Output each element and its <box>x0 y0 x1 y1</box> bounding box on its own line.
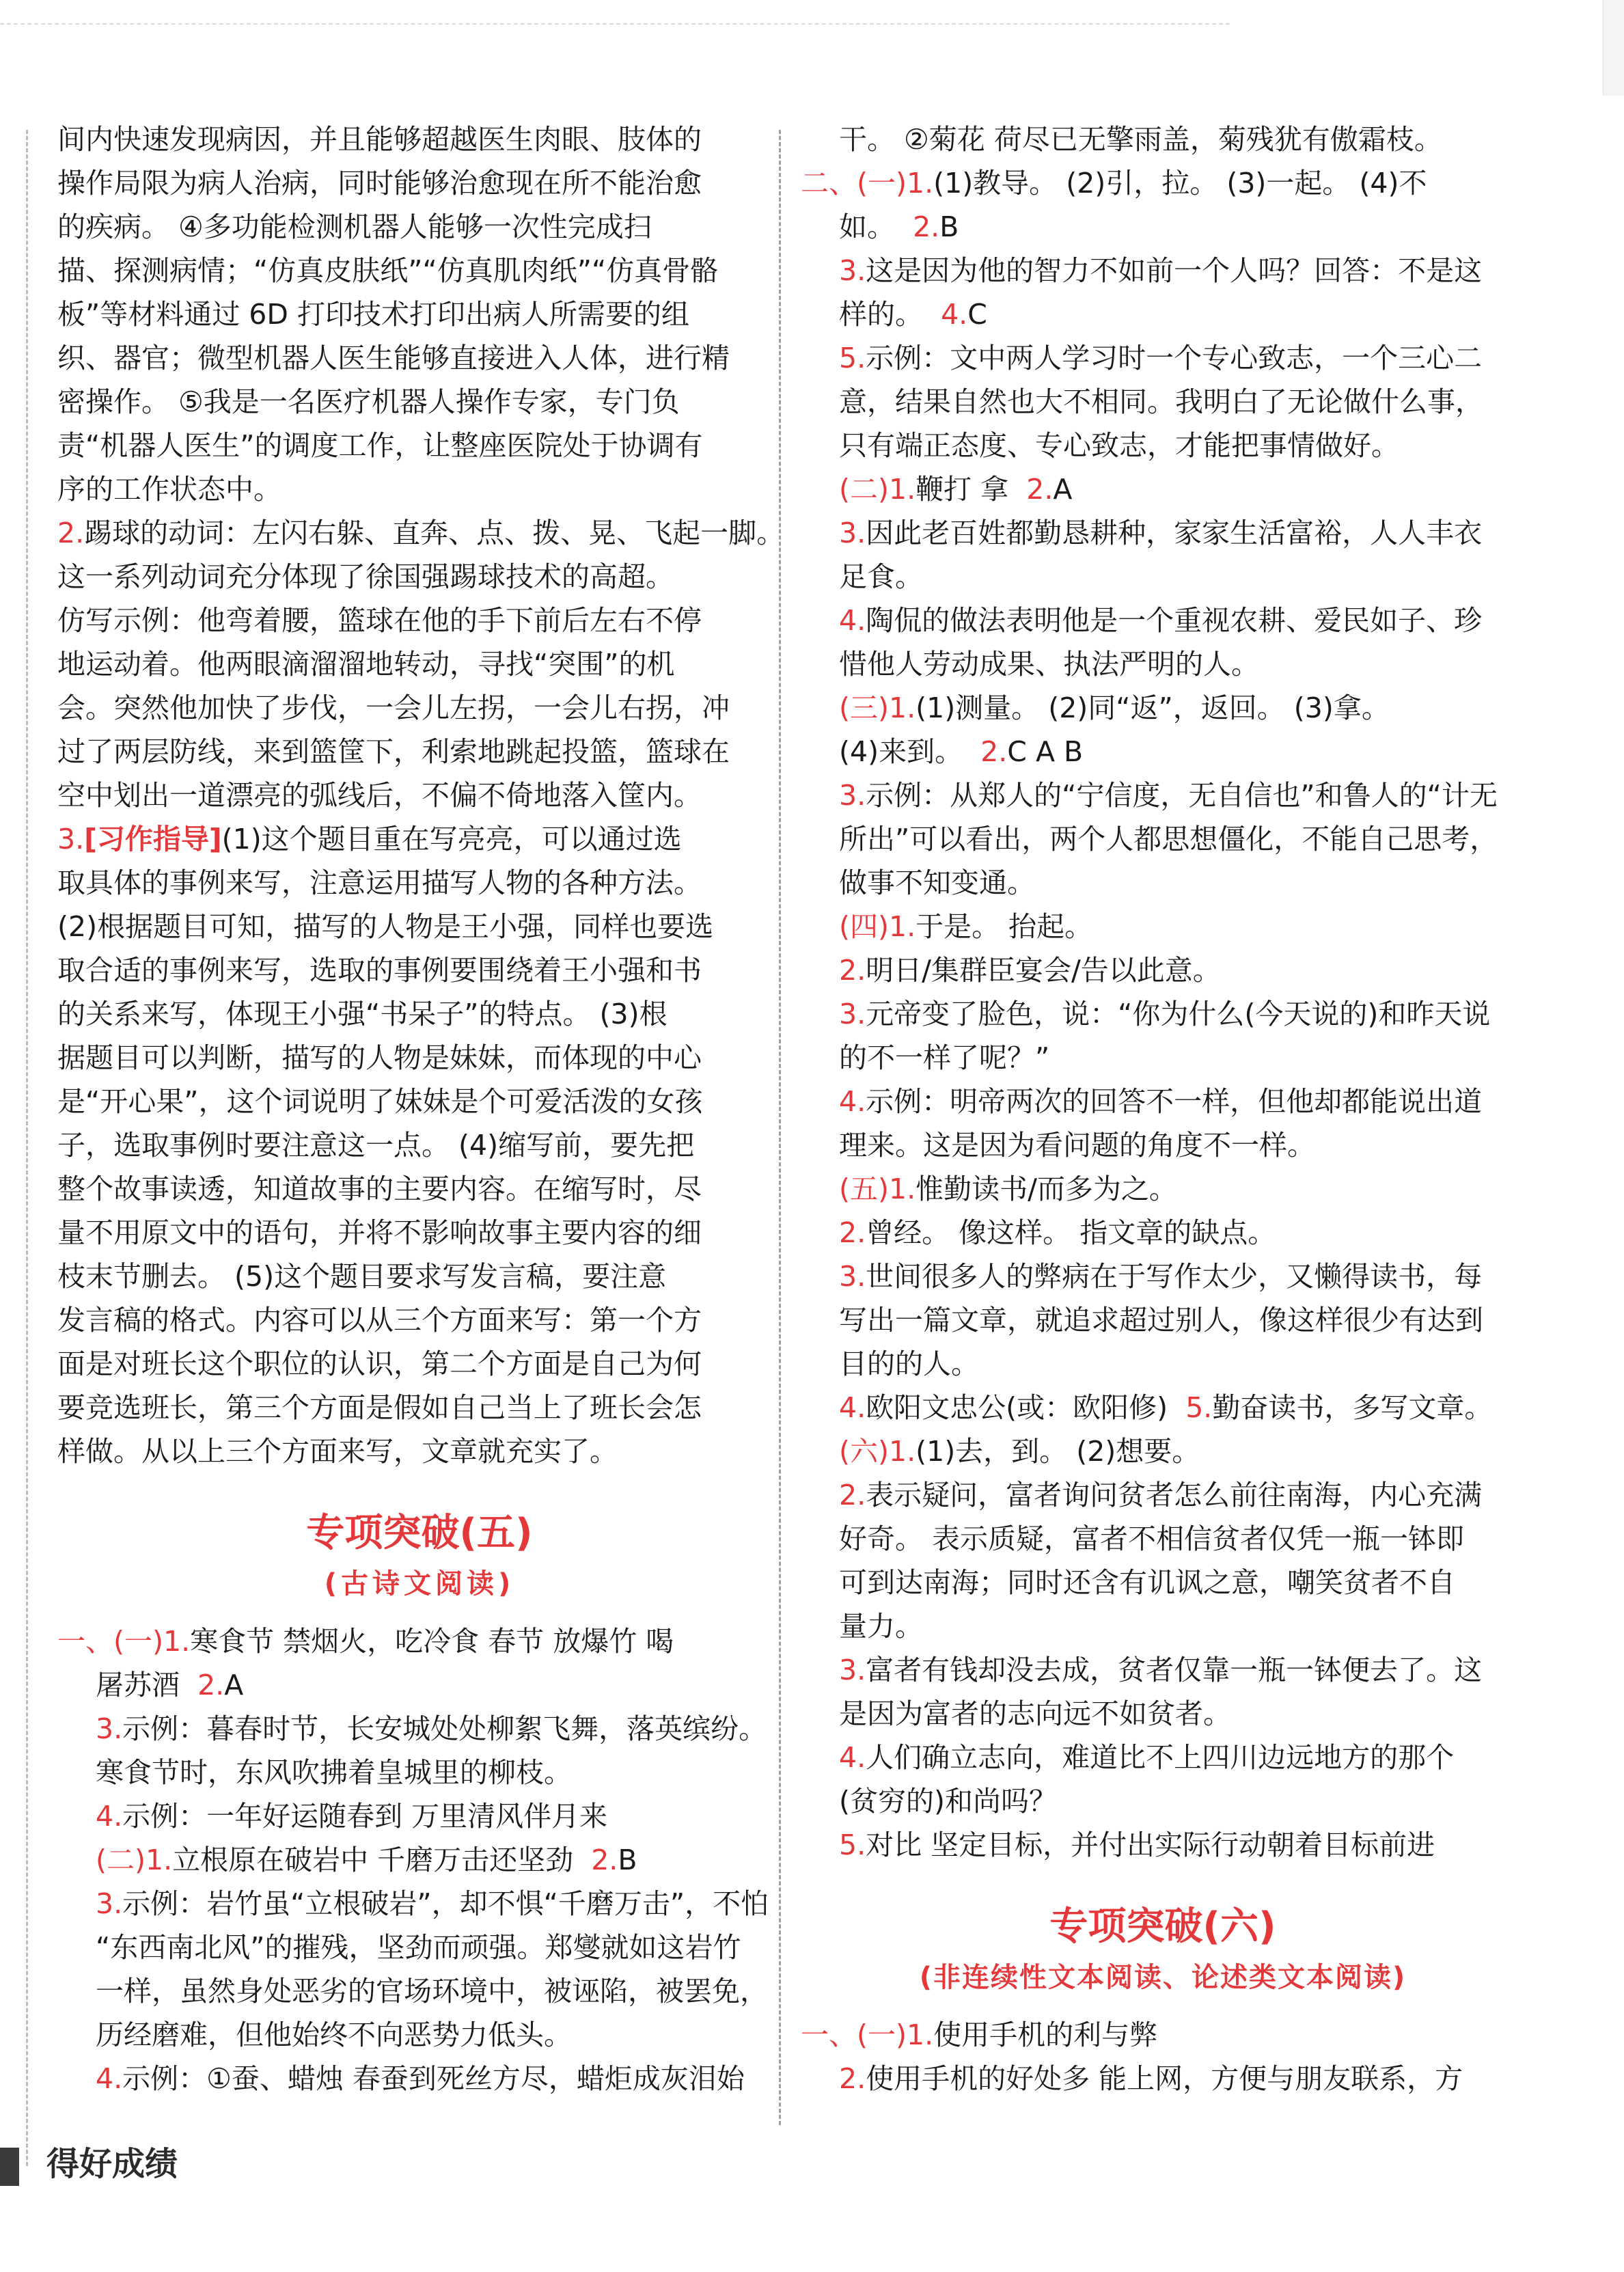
answer-line <box>801 948 1525 992</box>
answer-line <box>801 774 1525 817</box>
answer-group <box>801 1167 1525 1211</box>
answer-text: 对比 坚定目标，并付出实际行动朝着目标前进 <box>866 1829 1435 1861</box>
answer-text: 使用手机的好处多 能上网，方便与朋友联系，方 <box>866 2062 1463 2095</box>
question-number: 3. <box>839 517 866 549</box>
section-subtitle: (非连续性文本阅读、论述类文本阅读) <box>919 1962 1407 1993</box>
answer-line <box>801 2057 1525 2100</box>
answer-line <box>801 511 1525 555</box>
left-margin-rule <box>26 130 28 2166</box>
answer-text: A <box>224 1669 244 1701</box>
answer-text: 示例：从郑人的“宁信度，无自信也”和鲁人的“计无 <box>866 779 1498 812</box>
question-number: 2. <box>57 517 85 549</box>
question-label: (六)1. <box>839 1435 916 1468</box>
question-number: 5. <box>839 342 866 374</box>
answer-text: 惟勤读书/而多为之。 <box>916 1173 1177 1205</box>
question-label: (四)1. <box>839 910 916 943</box>
answer-text: 示例：一年好运随春到 万里清风伴月来 <box>122 1800 608 1833</box>
answer-text: C <box>967 298 987 331</box>
answer-text: 人们确立志向，难道比不上四川边远地方的那个 <box>866 1741 1455 1774</box>
answer-text: 勤奋读书，多写文章。 <box>1212 1391 1493 1424</box>
text-line: 历经磨难，但他始终不向恶势力低头。 <box>96 2018 572 2051</box>
answer-line <box>801 1648 1525 1692</box>
answer-3 <box>57 817 782 861</box>
text-line: 仿写示例：他弯着腰，篮球在他的手下前后左右不停 <box>57 604 702 637</box>
question-label: (二)1. <box>839 473 916 506</box>
answer-group <box>801 686 1525 730</box>
text-line: 意，结果自然也大不相同。我明白了无论做什么事， <box>839 385 1483 418</box>
question-label: 一、(一)1. <box>801 2018 934 2051</box>
answer-text: 示例：明帝两次的回答不一样，但他却都能说出道 <box>866 1085 1483 1118</box>
answer-text: 示例：①蚕、蜡烛 春蚕到死丝方尽，蜡炬成灰泪始 <box>122 2062 745 2095</box>
answer-line <box>801 292 1525 336</box>
text-line: 做事不知变通。 <box>839 866 1035 899</box>
question-label: 二、(一)1. <box>801 167 934 200</box>
text-line: 这一系列动词充分体现了徐国强踢球技术的高超。 <box>57 560 674 593</box>
question-number: 3. <box>839 254 866 287</box>
answer-line <box>801 730 1525 774</box>
answer-line <box>801 336 1525 380</box>
answer-text: 富者有钱却没去成，贫者仅靠一瓶一钵便去了。这 <box>866 1654 1483 1686</box>
question-number: 3. <box>839 779 866 812</box>
question-number: 3. <box>839 998 866 1030</box>
question-number: 2. <box>839 1216 866 1249</box>
footer-brand-text: 得好成绩 <box>46 2145 178 2183</box>
answer-group <box>801 2013 1525 2057</box>
question-label: (三)1. <box>839 692 916 724</box>
text-line: 寒食节时，东风吹拂着皇城里的柳枝。 <box>96 1756 572 1789</box>
text-line: 整个故事读透，知道故事的主要内容。在缩写时，尽 <box>57 1173 702 1205</box>
question-number: 3. <box>57 823 85 856</box>
answer-text: 示例：文中两人学习时一个专心致志，一个三心二 <box>866 342 1483 374</box>
right-column <box>801 118 1525 2100</box>
answer-text: 立根原在破岩中 千磨万击还坚劲 <box>172 1844 574 1876</box>
text-line: 目的的人。 <box>839 1347 979 1380</box>
text-line: 取合适的事例来写，选取的事例要围绕着王小强和书 <box>57 954 702 987</box>
answer-text: C A B <box>1007 735 1084 768</box>
answer-text: (4)来到。 <box>839 735 963 768</box>
answer-line <box>801 599 1525 642</box>
answer-line <box>801 1473 1525 1517</box>
question-number: 2. <box>839 2062 866 2095</box>
answer-text: 如。 <box>839 210 895 243</box>
text-line: 要竞选班长，第三个方面是假如自己当上了班长会怎 <box>57 1391 702 1424</box>
text-line: 发言稿的格式。内容可以从三个方面来写：第一个方 <box>57 1304 702 1337</box>
text-line: 干。 ②菊花 荷尽已无擎雨盖，菊残犹有傲霜枝。 <box>839 123 1442 156</box>
question-number: 4. <box>941 298 968 331</box>
text-line: 过了两层防线，来到篮筐下，利索地跳起投篮，篮球在 <box>57 735 730 768</box>
text-line: 操作局限为病人治病，同时能够治愈现在所不能治愈 <box>57 167 702 200</box>
text-line: 取具体的事例来写，注意运用描写人物的各种方法。 <box>57 866 702 899</box>
text-line: 的疾病。 ④多功能检测机器人能够一次性完成扫 <box>57 210 652 243</box>
answer-text: (1)测量。 (2)同“返”，返回。 (3)拿。 <box>916 692 1390 724</box>
writing-guide-tag: [习作指导] <box>84 823 222 856</box>
question-number: 4. <box>839 604 866 637</box>
text-line: 序的工作状态中。 <box>57 473 281 506</box>
answer-group <box>801 905 1525 948</box>
answer-line <box>801 1255 1525 1298</box>
answer-line <box>801 205 1525 249</box>
text-line: 的不一样了呢？” <box>839 1041 1050 1074</box>
text-line: 写出一篇文章，就追求超过别人，像这样很少有达到 <box>839 1304 1483 1337</box>
text-line: 一样，虽然身处恶劣的官场环境中，被诬陷，被罢免， <box>96 1975 768 2008</box>
answer-line <box>801 1736 1525 1779</box>
answer-line <box>57 1882 782 1926</box>
question-number: 2. <box>839 1479 866 1511</box>
text-line: 密操作。 ⑤我是一名医疗机器人操作专家，专门负 <box>57 385 680 418</box>
answer-line <box>801 1211 1525 1255</box>
answer-group <box>57 1838 782 1882</box>
answer-line <box>57 1663 782 1707</box>
answer-text: A <box>1053 473 1073 506</box>
answer-line <box>801 992 1525 1036</box>
answer-text: 曾经。 像这样。 指文章的缺点。 <box>866 1216 1276 1249</box>
answer-group <box>801 467 1525 511</box>
page-corner <box>1603 0 1624 96</box>
answer-text: (1)去，到。 (2)想要。 <box>916 1435 1200 1468</box>
text-line: 会。突然他加快了步伐，一会儿左拐，一会儿右拐，冲 <box>57 692 730 724</box>
answer-text: 样的。 <box>839 298 923 331</box>
text-line: (2)根据题目可知，描写的人物是王小强，同样也要选 <box>57 910 714 943</box>
top-dashed-rule <box>0 23 1230 38</box>
text-line: 地运动着。他两眼滴溜溜地转动，寻找“突围”的机 <box>57 648 675 681</box>
section-title: 专项突破(六) <box>1049 1904 1276 1949</box>
answer-2 <box>57 511 785 555</box>
answer-text: 元帝变了脸色，说：“你为什么(今天说的)和昨天说 <box>866 998 1491 1030</box>
text-line: 板”等材料通过 6D 打印技术打印出病人所需要的组 <box>57 298 689 331</box>
answer-text: 陶侃的做法表明他是一个重视农耕、爱民如子、珍 <box>866 604 1483 637</box>
answer-line <box>57 1707 782 1751</box>
answer-line <box>57 1794 782 1838</box>
text-line: 枝末节删去。 (5)这个题目要求写发言稿，要注意 <box>57 1260 667 1293</box>
question-number: 2. <box>591 1844 618 1876</box>
text-line: 子，选取事例时要注意这一点。 (4)缩写前，要先把 <box>57 1129 695 1162</box>
answer-text: 这是因为他的智力不如前一个人吗？回答：不是这 <box>866 254 1483 287</box>
answer-text: 于是。 抬起。 <box>916 910 1093 943</box>
text-line: 只有端正态度、专心致志，才能把事情做好。 <box>839 429 1399 462</box>
text-line: “东西南北风”的摧残，坚劲而顽强。郑燮就如这岩竹 <box>96 1931 741 1964</box>
answer-text: 示例：暮春时节，长安城处处柳絮飞舞，落英缤纷。 <box>122 1712 767 1745</box>
answer-line <box>801 1823 1525 1867</box>
answer-line <box>57 2057 782 2100</box>
question-number: 3. <box>839 1260 866 1293</box>
answer-text: 寒食节 禁烟火，吃冷食 春节 放爆竹 喝 <box>190 1625 674 1658</box>
text-line: 量不用原文中的语句，并将不影响故事主要内容的细 <box>57 1216 702 1249</box>
answer-text: 踢球的动词：左闪右躲、直奔、点、拨、晃、飞起一脚。 <box>84 517 785 549</box>
question-number: 4. <box>839 1085 866 1118</box>
question-number: 4. <box>96 2062 123 2095</box>
section-title: 专项突破(五) <box>306 1511 533 1555</box>
footer-brand <box>0 2137 225 2182</box>
text-line: 足食。 <box>839 560 923 593</box>
answer-text: 因此老百姓都勤恳耕种，家家生活富裕，人人丰衣 <box>866 517 1483 549</box>
question-number: 2. <box>980 735 1008 768</box>
question-number: 4. <box>839 1741 866 1774</box>
question-number: 5. <box>1185 1391 1213 1424</box>
question-number: 3. <box>96 1887 123 1920</box>
text-line: 理来。这是因为看问题的角度不一样。 <box>839 1129 1315 1162</box>
text-line: 惜他人劳动成果、执法严明的人。 <box>839 648 1259 681</box>
question-label: (五)1. <box>839 1173 916 1205</box>
left-column <box>57 118 785 2100</box>
text-line: 是因为富者的志向远不如贫者。 <box>839 1697 1231 1730</box>
answer-text: 明日/集群臣宴会/告以此意。 <box>866 954 1221 987</box>
answer-text: 屠苏酒 <box>96 1669 180 1701</box>
footer-bar <box>0 2148 19 2186</box>
answer-text: (1)这个题目重在写亮亮，可以通过选 <box>221 823 682 856</box>
answer-text: 表示疑问，富者询问贫者怎么前往南海，内心充满 <box>866 1479 1483 1511</box>
text-line: 好奇。 表示质疑，富者不相信贫者仅凭一瓶一钵即 <box>839 1522 1465 1555</box>
text-line: 间内快速发现病因，并且能够超越医生肉眼、肢体的 <box>57 123 702 156</box>
answer-group <box>57 1619 782 1663</box>
text-line: 的关系来写，体现王小强“书呆子”的特点。 (3)根 <box>57 998 668 1030</box>
question-number: 4. <box>96 1800 123 1833</box>
text-line: 可到达南海；同时还含有讥讽之意，嘲笑贫者不自 <box>839 1566 1455 1599</box>
question-number: 2. <box>197 1669 225 1701</box>
question-number: 4. <box>839 1391 866 1424</box>
answer-text: 使用手机的利与弊 <box>933 2018 1158 2051</box>
text-line: 所出”可以看出，两个人都思想僵化，不能自己思考， <box>839 823 1498 856</box>
text-line: 据题目可以判断，描写的人物是妹妹，而体现的中心 <box>57 1041 702 1074</box>
answer-text: 欧阳文忠公(或：欧阳修) <box>866 1391 1168 1424</box>
answer-text: (1)教导。 (2)引，拉。 (3)一起。 (4)不 <box>933 167 1427 200</box>
answer-text: 鞭打 拿 <box>916 473 1009 506</box>
text-line: (贫穷的)和尚吗？ <box>839 1785 1057 1818</box>
question-label: (二)1. <box>96 1844 173 1876</box>
text-line: 样做。从以上三个方面来写，文章就充实了。 <box>57 1435 618 1468</box>
answer-text: 示例：岩竹虽“立根破岩”，却不惧“千磨万击”，不怕 <box>122 1887 769 1920</box>
question-number: 3. <box>839 1654 866 1686</box>
answer-text: 世间很多人的弊病在于写作太少，又懒得读书，每 <box>866 1260 1483 1293</box>
text-line: 是“开心果”，这个词说明了妹妹是个可爱活泼的女孩 <box>57 1085 703 1118</box>
question-number: 2. <box>913 210 940 243</box>
text-line: 织、器官；微型机器人医生能够直接进入人体，进行精 <box>57 342 730 374</box>
text-line: 量力。 <box>839 1610 923 1643</box>
answer-line <box>801 1386 1525 1429</box>
question-number: 3. <box>96 1712 123 1745</box>
question-number: 2. <box>1026 473 1054 506</box>
text-line: 空中划出一道漂亮的弧线后，不偏不倚地落入筐内。 <box>57 779 702 812</box>
text-line: 面是对班长这个职位的认识，第二个方面是自己为何 <box>57 1347 702 1380</box>
question-number: 2. <box>839 954 866 987</box>
answer-line <box>801 249 1525 292</box>
text-line: 责“机器人医生”的调度工作，让整座医院处于协调有 <box>57 429 703 462</box>
answer-text: B <box>618 1844 637 1876</box>
answer-line <box>801 1080 1525 1123</box>
text-line: 描、探测病情；“仿真皮肤纸”“仿真肌肉纸”“仿真骨骼 <box>57 254 719 287</box>
question-label: 一、(一)1. <box>57 1625 191 1658</box>
section-subtitle: (古诗文阅读) <box>324 1568 515 1600</box>
question-number: 5. <box>839 1829 866 1861</box>
answer-text: B <box>939 210 959 243</box>
answer-group <box>801 161 1525 205</box>
answer-group <box>801 1429 1525 1473</box>
